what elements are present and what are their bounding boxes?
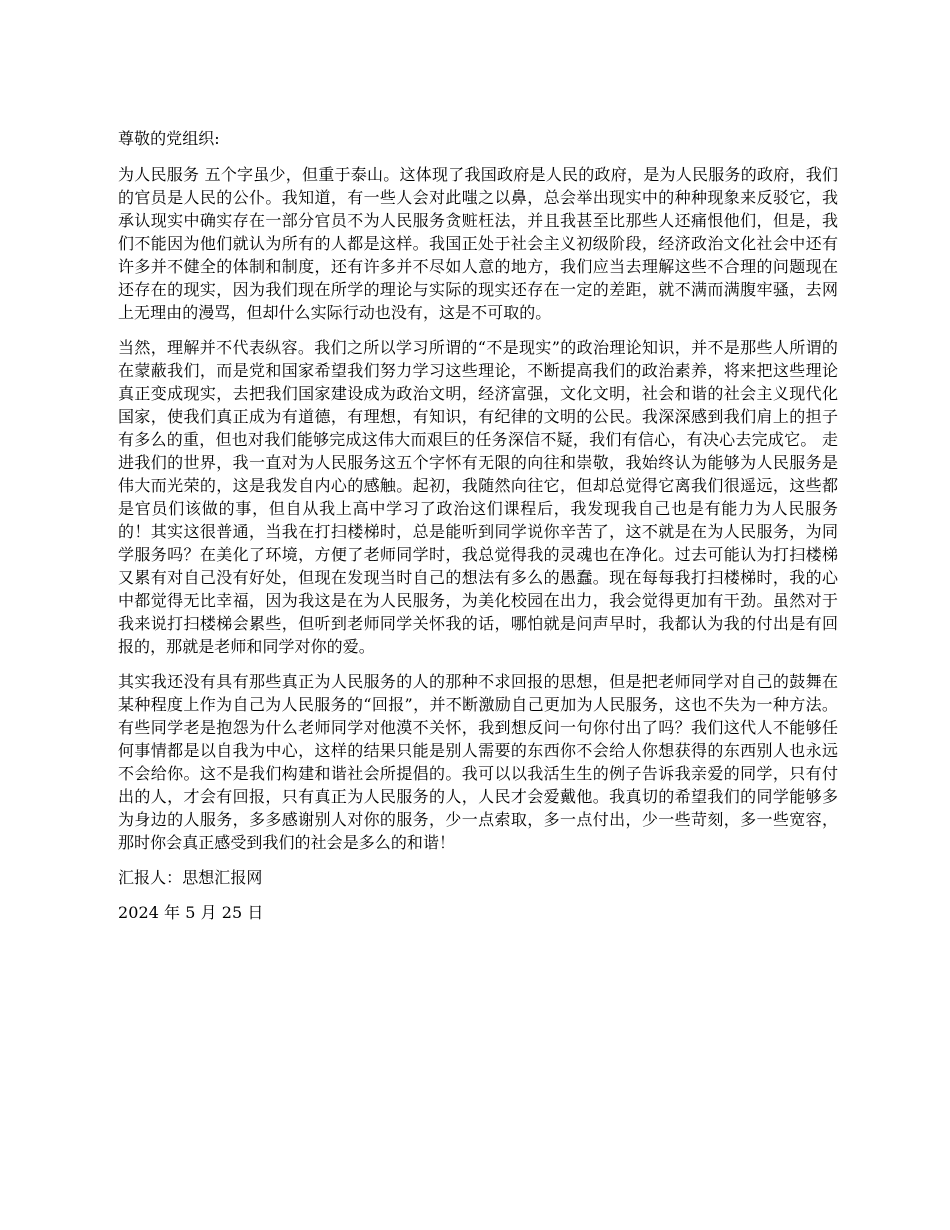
signature: 汇报人：思想汇报网 xyxy=(118,868,263,887)
date: 2024 年 5 月 25 日 xyxy=(118,903,264,922)
salutation: 尊敬的党组织: xyxy=(118,129,220,148)
body-paragraph-1: 为人民服务 五个字虽少，但重于泰山。这体现了我国政府是人民的政府，是为人民服务的政府，我们的官员是人民的公仆。我知道，有一些人会对此嗤之以鼻，总会举出现实中的种种现象来反驳它，我承认现实中确实存在一部分官员不为人民服务贪赃枉法，并且我甚至比那些人还痛恨他们，但是，我们不能因为他们就认为所有的人都是这样。我国正处于社会主义初级阶段，经济政治文化社会中还有许多并不健全的体制和制度，还有许多并不尽如人意的地方，我们应当去理解这些不合理的问题现在还存在的现实，因为我们现在所学的理论与实际的现实还存在一定的差距，就不满而满腹牢骚，去网上无理由的漫骂，但却什么实际行动也没有，这是不可取的。 xyxy=(118,165,838,322)
letter-page xyxy=(118,118,838,936)
body-paragraph-2: 当然，理解并不代表纵容。我们之所以学习所谓的“不是现实”的政治理论知识，并不是那些人所谓的在蒙蔽我们，而是党和国家希望我们努力学习这些理论，不断提高我们的政治素养，将来把这些理论真正变成现实，去把我们国家建设成为政治文明，经济富强，文化文明，社会和谐的社会主义现代化国家，使我们真正成为有道德，有理想，有知识，有纪律的文明的公民。我深深感到我们肩上的担子有多么的重，但也对我们能够完成这伟大而艰巨的任务深信不疑，我们有信心，有决心去完成它。 走进我们的世界，我一直对为人民服务这五个字怀有无限的向往和崇敬，我始终认为能够为人民服务是伟大而光荣的，这是我发自内心的感触。起初，我随然向往它，但却总觉得它离我们很遥远，这些都是官员们该做的事，但自从我上高中学习了政治这们课程后，我发现我自己也是有能力为人民服务的！其实这很普通，当我在打扫楼梯时，总是能听到同学说你辛苦了，这不就是在为人民服务，为同学服务吗？在美化了环境，方便了老师同学时，我总觉得我的灵魂也在净化。过去可能认为打扫楼梯又累有对自己没有好处，但现在发现当时自己的想法有多么的愚蠢。现在每每我打扫楼梯时，我的心中都觉得无比幸福，因为我这是在为人民服务，为美化校园在出力，我会觉得更加有干劲。虽然对于我来说打扫楼梯会累些，但听到老师同学关怀我的话，哪怕就是问声早时，我都认为我的付出是有回报的，那就是老师和同学对你的爱。 xyxy=(118,338,838,656)
body-paragraph-3: 其实我还没有具有那些真正为人民服务的人的那种不求回报的思想，但是把老师同学对自己的鼓舞在某种程度上作为自己为人民服务的“回报”，并不断激励自己更加为人民服务，这也不失为一种方法。有些同学老是抱怨为什么老师同学对他漠不关怀，我到想反问一句你付出了吗？我们这代人不能够任何事情都是以自我为中心，这样的结果只能是别人需要的东西你不会给人你想获得的东西别人也永远不会给你。这不是我们构建和谐社会所提倡的。我可以以我活生生的例子告诉我亲爱的同学，只有付出的人，才会有回报，只有真正为人民服务的人，人民才会爱戴他。我真切的希望我们的同学能够多为身边的人服务，多多感谢别人对你的服务，少一点索取，多一点付出，少一些苛刻，多一些宽容，那时你会真正感受到我们的社会是多么的和谐！ xyxy=(118,672,838,852)
